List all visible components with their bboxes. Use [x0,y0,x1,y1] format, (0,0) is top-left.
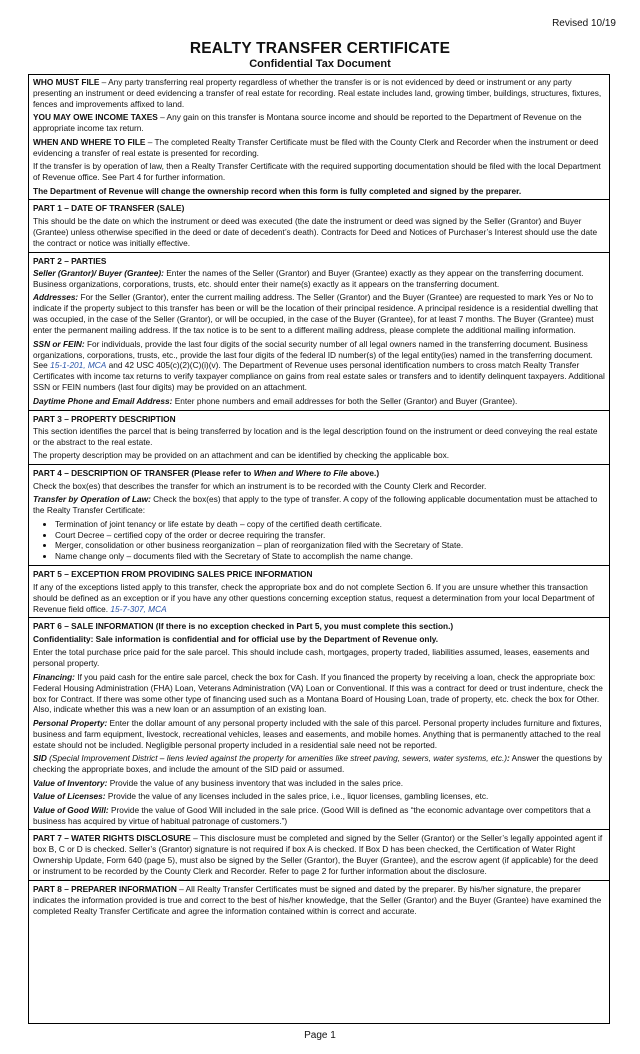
part-5-section [29,565,609,614]
mca-15-1-201-link[interactable]: 15-1-201, MCA [50,360,107,371]
list-item: • Name change only – documents filed with the Secretary of State to accomplish the name change. [55,551,606,562]
ssn-fein-heading: SSN or FEIN: [33,338,85,349]
part-4-section [29,464,609,562]
part-4-heading-a: PART 4 – DESCRIPTION OF TRANSFER (Please refer to [33,468,254,479]
inventory-paragraph [33,778,606,789]
list-item: • Termination of joint tenancy or life estate by death – copy of the certified death certificate. [55,519,606,530]
intro-section [33,77,606,196]
operation-of-law-paragraph [33,494,606,516]
operation-of-law-text: Check the box(es) that apply to the type of transfer. A copy of the following applicable documentation must be attached to the Realty Transfer Certificate: [33,494,598,516]
seller-buyer-heading: Seller (Grantor)/ Buyer (Grantee): [33,267,164,278]
ssn-fein-paragraph [33,339,606,394]
department-note: The Department of Revenue will change the ownership record when this form is fully completed and signed by the preparer. [33,185,522,196]
phone-email-paragraph [33,396,606,407]
confidentiality-note: Confidentiality: Sale information is confidential and for official use by the Department of Revenue only. [33,633,439,644]
part-7-section [29,829,609,877]
phone-email-heading: Daytime Phone and Email Address: [33,395,173,406]
inventory-text: Provide the value of any business inventory that was included in the sales price. [107,777,404,788]
operation-of-law-heading: Transfer by Operation of Law: [33,494,151,505]
addresses-text: For the Seller (Grantor), enter the current mailing address. The Seller (Grantor) and the Buyer (Grantee) are requested to mark Yes or No to indicate if the property subject to this transfer has been or will be the location of their principal residence. A principal residence is a residential dwelling that was occupied, in the case of the Seller (Grantor), or will be occupied, in the case of the Buyer (Grantee), for at least 7 months. The Buyer (Grantee) must enter the permanent mailing address. If the tax notice is to be sent to a different mailing address, please complete the additional mailing information. [33,292,598,336]
when-where-text: – The completed Realty Transfer Certificate must be filed with the County Clerk and Recorder when the instrument or deed evidencing a transfer of real estate is presented for recording. [33,136,599,158]
part-4-heading-b: above.) [347,468,380,479]
part-5-paragraph [33,582,606,615]
total-price-text: Enter the total purchase price paid for the sale parcel. This should include cash, mortgages, property traded, liabilities assumed, leases, easements and personal property. [33,647,590,669]
part-1-heading: PART 1 – DATE OF TRANSFER (SALE) [33,203,185,214]
part-6-section [29,617,609,826]
operation-of-law-note: If the transfer is by operation of law, then a Realty Transfer Certificate with the required supporting documentation should be filed with the local Department of Revenue office. See Part 4 for further information. [33,161,601,183]
part-8-section [29,880,609,917]
part-3-heading: PART 3 – PROPERTY DESCRIPTION [33,413,176,424]
part-5-heading: PART 5 – EXCEPTION FROM PROVIDING SALES PRICE INFORMATION [33,569,313,580]
part-4-heading-ref: When and Where to File [253,468,348,479]
good-will-paragraph [33,805,606,827]
good-will-text: Provide the value of Good Will included in the sale price. (Good Will is defined as “the economic advantage over competitors that a business has acquired by virtue of habitual patronage of customers.”) [33,804,591,826]
personal-property-text: Enter the dollar amount of any personal property included with the sale of this parcel. Personal property includes furniture and fixtures, business and farm equipment, livestock, recreational vehicles, leases and easements, and mobile homes. Anything that is permanently attached to the real estate should not be included. Negligible personal property included in a residential sale need not be reported. [33,717,602,750]
when-where-heading: WHEN AND WHERE TO FILE [33,136,146,147]
part-1-text: This should be the date on which the instrument or deed was executed (the date the instrument or deed was signed by the Seller (Grantor) and Buyer (Grantee) unless otherwise specified in the deed or date of decedent’s death). Contracts for Deed and Notices of Purchaser’s Interest should use the date the contract or notice was initially effective. [33,215,598,248]
part-3-attachment-text: The property description may be provided on an attachment and can be identified by checking the applicable box. [33,450,450,461]
part-8-heading: PART 8 – PREPARER INFORMATION [33,884,177,895]
ssn-fein-text: For individuals, provide the last four digits of the social security number of all legal owners named in the transferring document. Business organizations, corporations, trusts, etc., provide the last four digits of the federal ID number(s) of the legal entity(ies) named in the transferring document. See [33,338,593,371]
sid-heading: SID [33,753,47,764]
page-title: REALTY TRANSFER CERTIFICATE [189,40,451,57]
part-8-text: – All Realty Transfer Certificates must be signed and dated by the preparer. By his/her signature, the preparer indicates the information provided is true and correct to the best of his/her knowledge, that the Seller (Grantor) and the Buyer (Grantee) have examined the completed Realty Transfer Certificate and agree the information contained within is correct and accurate. [33,884,602,916]
seller-buyer-paragraph [33,268,606,290]
who-must-file [33,77,606,110]
income-taxes [33,112,606,134]
part-4-text: Check the box(es) that describes the transfer for which an instrument is to be recorded with the County Clerk and Recorder. [33,480,487,491]
personal-property-heading: Personal Property: [33,717,108,728]
sid-colon: : [507,753,510,764]
phone-email-text: Enter phone numbers and email addresses for both the Seller (Grantor) and Buyer (Grantee). [172,395,518,406]
list-item: • Merger, consolidation or other business reorganization – plan of reorganization filed with the Secretary of State. [55,540,606,551]
licenses-heading: Value of Licenses: [33,791,106,802]
addresses-paragraph [33,292,606,336]
income-taxes-text: – Any gain on this transfer is Montana source income and should be reported to the Department of Revenue on the appropriate income tax return. [33,112,582,134]
part-5-text: If any of the exceptions listed apply to this transfer, check the appropriate box and do not complete Section 6. If you are unsure whether this transaction should be defined as an exception or if you have any other questions concerning exception status, request a determination from your local Department of Revenue field office. [33,581,595,614]
addresses-heading: Addresses: [33,292,79,303]
documentation-list [33,519,606,563]
sid-text: Answer the questions by checking the appropriate boxes, and include the amount of the SID paid or assumed. [33,753,603,775]
financing-paragraph [33,672,606,716]
licenses-text: Provide the value of any licenses included in the sales price, i.e., liquor licenses, gambling licenses, etc. [105,791,489,802]
seller-buyer-text: Enter the names of the Seller (Grantor) and Buyer (Grantee) exactly as they appear on the transferring document. Business organizations, corporations, trusts, etc. should enter their name(s) exactly as it appears on the transferring document. [33,267,584,289]
financing-text: If you paid cash for the entire sale parcel, check the box for Cash. If you financed the property by receiving a loan, check the appropriate box: Federal Housing Administration (FHA) Loan, Veterans Administration (VA) Loan or Conventional. If this was a contract for deed or trust indenture, check the box for Contract. If there was some other type of financing used such as a Montana Board of Housing Loan, trade of property, etc. check the box for Other. Also, indicate whether this was a new loan or an assumption of an existing loan. [33,671,603,715]
part-7-heading: PART 7 – WATER RIGHTS DISCLOSURE [33,833,191,844]
part-2-heading: PART 2 – PARTIES [33,255,107,266]
who-must-file-text: – Any party transferring real property regardless of whether the transfer is or is not evidenced by deed or instrument or any party presenting an instrument or deed evidencing a transfer of real estate for recording. Real estate includes land, growing timber, buildings, structures, fixtures, fences and improvements affixed to land. [33,77,602,109]
when-where-to-file [33,137,606,159]
list-item: • Court Decree – certified copy of the order or decree requiring the transfer. [55,530,606,541]
part-6-heading: PART 6 – SALE INFORMATION (If there is no exception checked in Part 5, you must complete this section.) [33,621,454,632]
part-7-text: – This disclosure must be completed and signed by the Seller (Grantor) or the Seller’s legally appointed agent if box B, C or D is checked. Seller’s (Grantor) signature is not required if box A is checked. If Box D has been checked, the Certification of Water Right Ownership Update, Form 640 (page 5), must also be signed by the Seller (Grantor), the Buyer (Grantee), and the escrow agent (if applicable) for the deed or instrument to be recorded by the County Clerk and Recorder. Refer to page 2 for further information about the disclosure. [33,833,603,877]
part-7-paragraph [33,833,606,877]
inventory-heading: Value of Inventory: [33,777,108,788]
page-subtitle: Confidential Tax Document [249,58,391,70]
financing-heading: Financing: [33,671,75,682]
sid-paragraph [33,753,606,775]
licenses-paragraph [33,791,606,802]
part-3-text: This section identifies the parcel that is being transferred by location and is the legal description found on the instrument or deed conveying the real estate or the abstract to the real estate. [33,426,598,447]
revision-date: Revised 10/19 [552,18,616,29]
mca-15-7-307-link[interactable]: 15-7-307, MCA [110,603,167,614]
instructions-box [28,74,610,1024]
part-4-heading [33,468,606,479]
personal-property-paragraph [33,718,606,751]
part-2-section [29,252,609,407]
sid-definition: (Special Improvement District – liens levied against the property for amenities like street paving, sewers, water systems, etc.) [46,753,508,764]
part-3-section [29,410,609,462]
part-8-paragraph [33,884,606,917]
ssn-fein-text-cont: and 42 USC 405(c)(2)(C)(i)(v). The Department of Revenue uses personal identification numbers to cross match Realty Transfer Certificates with income tax returns to verify taxpayer compliance on gains from real estate sales or transfers and to identify delinquent taxpayers. Additional SSN or FEIN numbers (last four digits) may be provided on an attachment. [33,360,605,393]
who-must-file-heading: WHO MUST FILE [33,77,100,87]
part-1-section [29,199,609,248]
page-number: Page 1 [304,1030,336,1041]
good-will-heading: Value of Good Will: [33,804,109,815]
income-taxes-heading: YOU MAY OWE INCOME TAXES [33,112,158,123]
